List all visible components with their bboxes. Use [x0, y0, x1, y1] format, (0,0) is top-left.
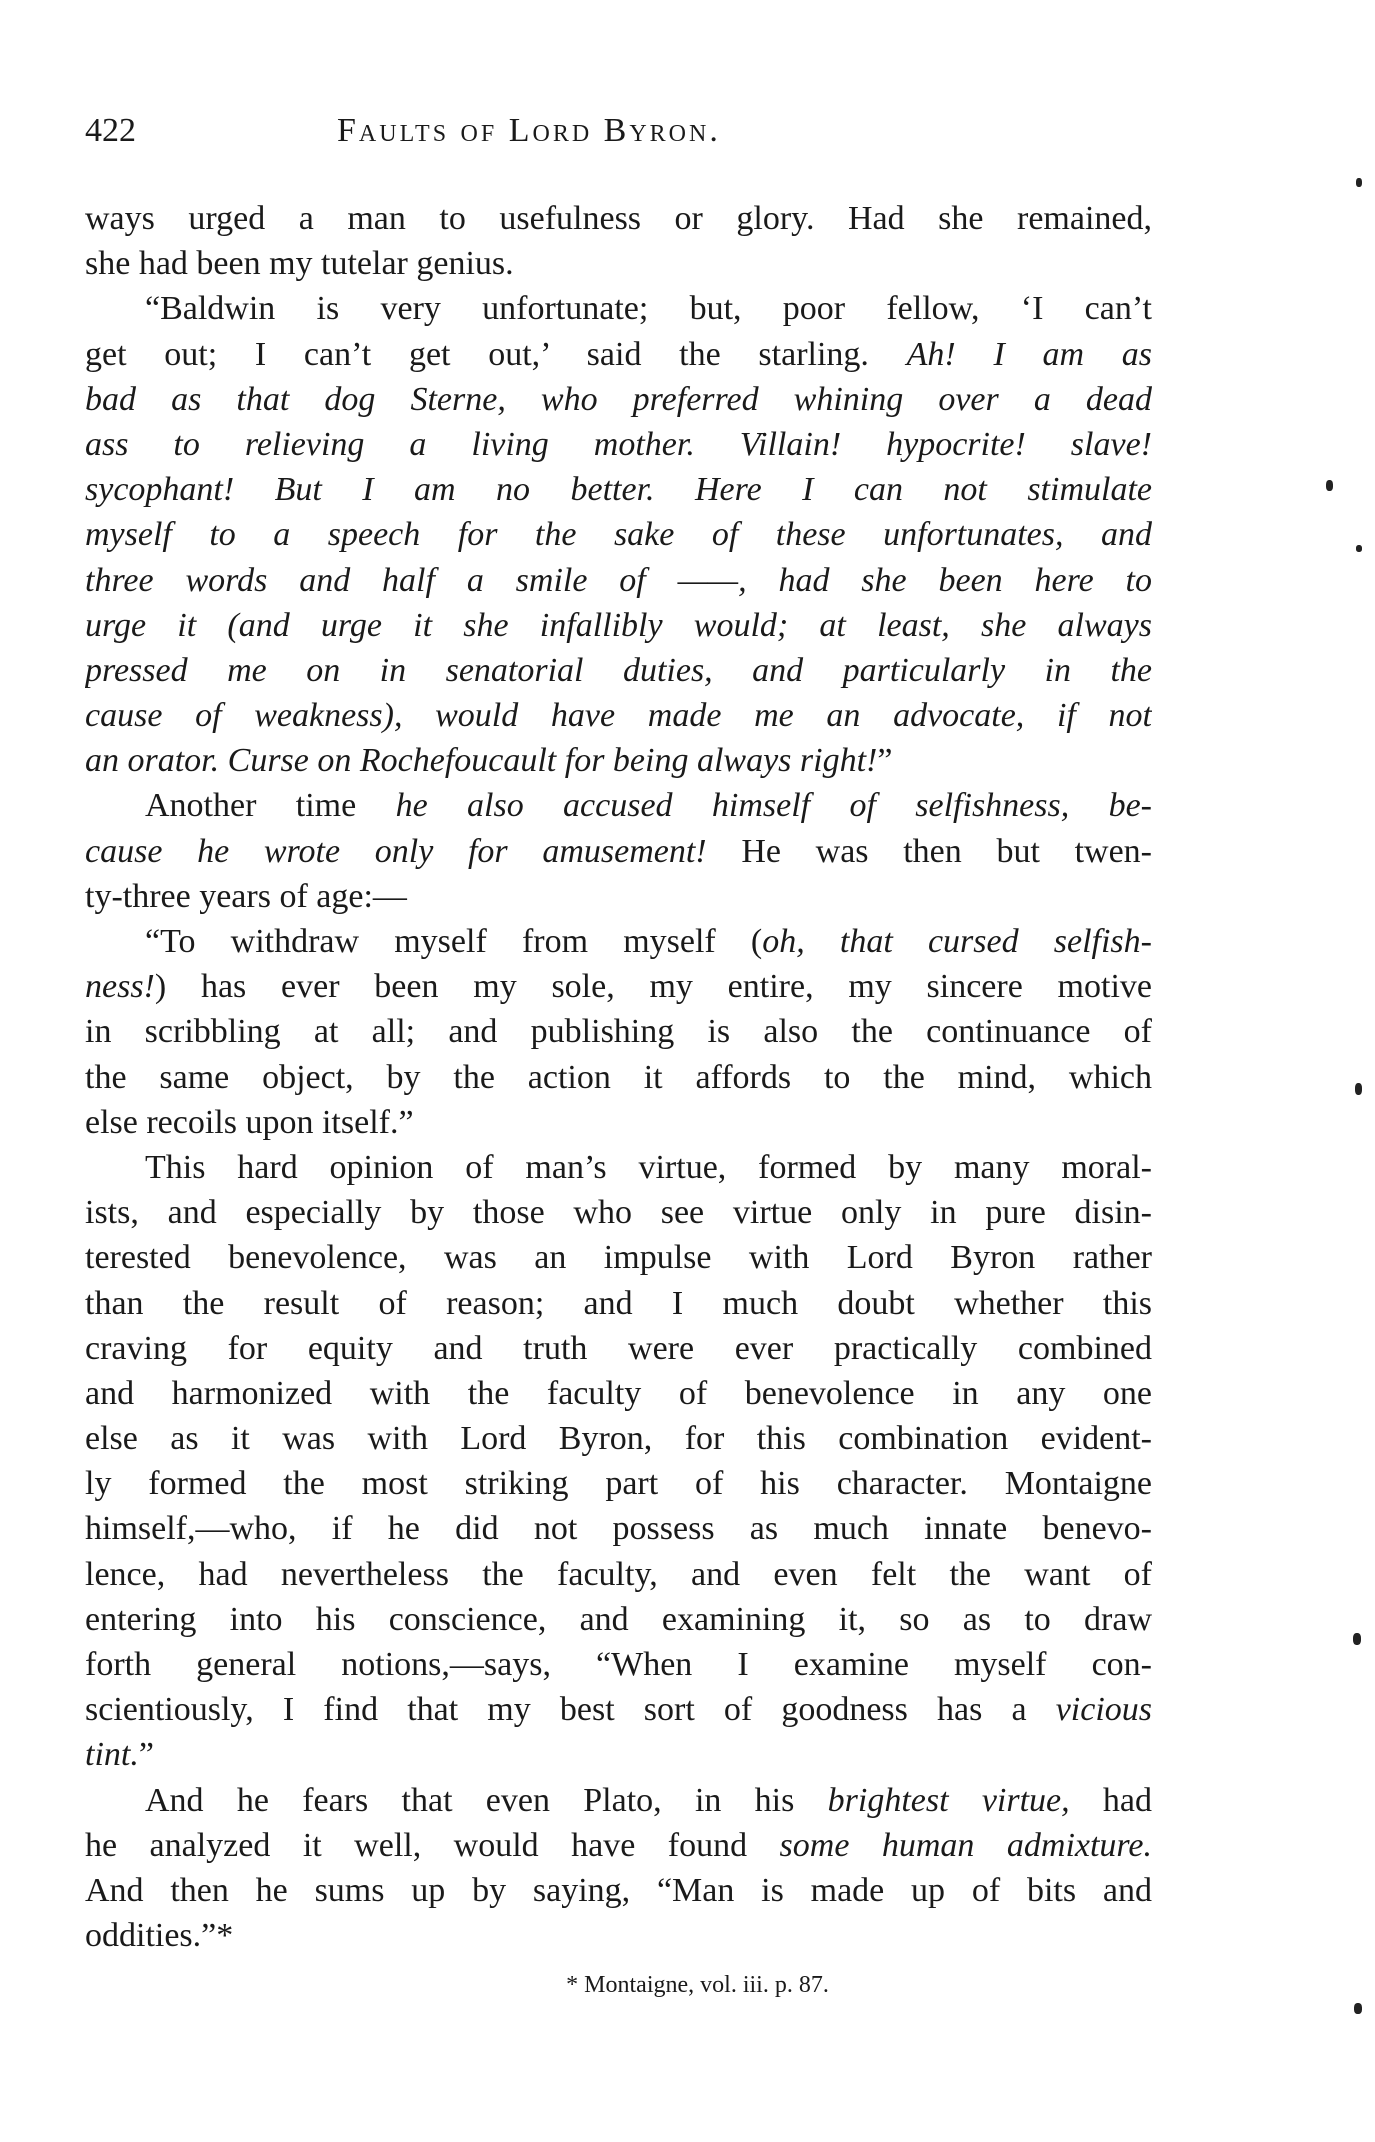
roman-text: ways urged a man to usefulness or glory. Had she remained, — [85, 200, 1152, 237]
text-line — [85, 241, 1152, 286]
text-line — [85, 1055, 1152, 1100]
text-line — [85, 1145, 1152, 1190]
italic-text: some human admixture. — [779, 1826, 1152, 1864]
roman-text: ” — [138, 1736, 154, 1774]
text-line — [85, 1371, 1152, 1416]
scan-mark — [1356, 545, 1362, 552]
roman-text: ty-three years of age:— — [85, 877, 407, 915]
roman-text: craving for equity and truth were ever practically combined — [85, 1329, 1152, 1367]
scan-mark — [1354, 2003, 1362, 2014]
italic-text: urge it (and urge it she infallibly would; at least, she always — [85, 606, 1152, 644]
text-line — [85, 422, 1152, 467]
roman-text: This hard opinion of man’s virtue, formed by many moral- — [145, 1148, 1152, 1186]
text-line — [85, 783, 1152, 828]
italic-text: tint. — [85, 1736, 139, 1774]
text-line — [85, 286, 1152, 331]
text-line — [85, 1281, 1152, 1326]
italic-text: sycophant! But I am no better. Here I can not stimulate — [85, 471, 1152, 509]
roman-text: He was then but twen- — [706, 832, 1152, 870]
roman-text: else as it was with Lord Byron, for this combination evident- — [85, 1420, 1152, 1458]
text-line — [85, 1461, 1152, 1506]
roman-text: else recoils upon itself.” — [85, 1103, 414, 1141]
scan-mark — [1355, 1083, 1362, 1095]
body-text — [85, 196, 1152, 1958]
footnote: * Montaigne, vol. iii. p. 87. — [566, 1972, 829, 1998]
roman-text: And he fears that even Plato, in his — [145, 1781, 828, 1819]
text-line — [85, 1416, 1152, 1461]
text-line — [85, 1326, 1152, 1371]
roman-text: scientiously, I find that my best sort of goodness has a — [85, 1691, 1056, 1729]
roman-text: himself,—who, if he did not possess as much innate benevo- — [85, 1510, 1152, 1548]
text-line — [85, 1100, 1152, 1145]
roman-text: lence, had nevertheless the faculty, and even felt the want of — [85, 1555, 1152, 1593]
roman-text: Another time — [145, 787, 396, 825]
roman-text: ) has ever been my sole, my entire, my sincere motive — [154, 968, 1152, 1006]
running-title: Faults of Lord Byron. — [337, 112, 721, 149]
text-line — [85, 693, 1152, 738]
roman-text: terested benevolence, was an impulse with Lord Byron rather — [85, 1239, 1152, 1277]
italic-text: brightest virtue, — [827, 1781, 1070, 1819]
italic-text: myself to a speech for the sake of these unfortunates, and — [85, 516, 1152, 554]
roman-text: entering into his conscience, and examining it, so as to draw — [85, 1600, 1152, 1638]
roman-text: he analyzed it well, would have found — [85, 1826, 780, 1864]
italic-text: vicious — [1055, 1691, 1152, 1729]
italic-text: Ah! I am as — [906, 335, 1152, 373]
roman-text: ists, and especially by those who see virtue only in pure disin- — [85, 1194, 1152, 1232]
roman-text: in scribbling at all; and publishing is also the continuance of — [85, 1013, 1152, 1051]
text-line — [85, 1913, 1152, 1958]
text-line — [85, 332, 1152, 377]
text-line — [85, 1597, 1152, 1642]
text-line — [85, 874, 1152, 919]
text-line — [85, 964, 1152, 1009]
roman-text: than the result of reason; and I much doubt whether this — [85, 1284, 1152, 1322]
roman-text: forth general notions,—says, “When I examine myself con- — [85, 1646, 1152, 1683]
text-line — [85, 1552, 1152, 1597]
roman-text: and harmonized with the faculty of benevolence in any one — [85, 1374, 1152, 1412]
page-number: 422 — [85, 112, 136, 149]
text-line — [85, 829, 1152, 874]
roman-text: ly formed the most striking part of his character. Montaigne — [85, 1465, 1152, 1503]
italic-text: cause of weakness), would have made me an advocate, if not — [85, 697, 1152, 735]
running-header — [85, 112, 1152, 156]
text-line — [85, 603, 1152, 648]
text-line — [85, 1642, 1152, 1687]
text-line — [85, 1868, 1152, 1913]
roman-text: oddities.”* — [85, 1917, 234, 1955]
text-line — [85, 1190, 1152, 1235]
italic-text: an orator. Curse on Rochefoucault for being always right! — [85, 742, 878, 780]
italic-text: pressed me on in senatorial duties, and particularly in the — [85, 651, 1152, 689]
text-line — [85, 1778, 1152, 1823]
italic-text: cause he wrote only for amusement! — [85, 832, 707, 870]
text-line — [85, 648, 1152, 693]
scan-mark — [1356, 178, 1362, 187]
text-line — [85, 512, 1152, 557]
text-line — [85, 919, 1152, 964]
scan-mark — [1326, 480, 1333, 491]
italic-text: ass to relieving a living mother. Villain! hypocrite! slave! — [85, 425, 1152, 463]
text-line — [85, 196, 1152, 241]
italic-text: three words and half a smile of ——, had she been here to — [85, 561, 1152, 599]
text-line — [85, 1687, 1152, 1732]
text-line — [85, 558, 1152, 603]
roman-text: had — [1069, 1781, 1152, 1819]
italic-text: oh, that cursed selfish- — [762, 923, 1152, 960]
roman-text: “To withdraw myself from myself ( — [145, 923, 763, 960]
text-line — [85, 738, 1152, 783]
text-line — [85, 1235, 1152, 1280]
roman-text: get out; I can’t get out,’ said the starling. — [85, 335, 907, 373]
roman-text: the same object, by the action it affords to the mind, which — [85, 1058, 1152, 1096]
text-line — [85, 1506, 1152, 1551]
italic-text: bad as that dog Sterne, who preferred whining over a dead — [85, 380, 1152, 418]
text-line — [85, 467, 1152, 512]
roman-text: she had been my tutelar genius. — [85, 245, 514, 283]
text-line — [85, 1823, 1152, 1868]
text-line — [85, 1732, 1152, 1777]
roman-text: And then he sums up by saying, “Man is made up of bits and — [85, 1871, 1152, 1909]
italic-text: he also accused himself of selfishness, be- — [395, 787, 1152, 825]
roman-text: “Baldwin is very unfortunate; but, poor fellow, ‘I can’t — [145, 290, 1152, 328]
text-line — [85, 1009, 1152, 1054]
roman-text: ” — [877, 742, 893, 780]
scan-mark — [1353, 1633, 1361, 1645]
italic-text: ness! — [85, 968, 155, 1006]
text-line — [85, 377, 1152, 422]
